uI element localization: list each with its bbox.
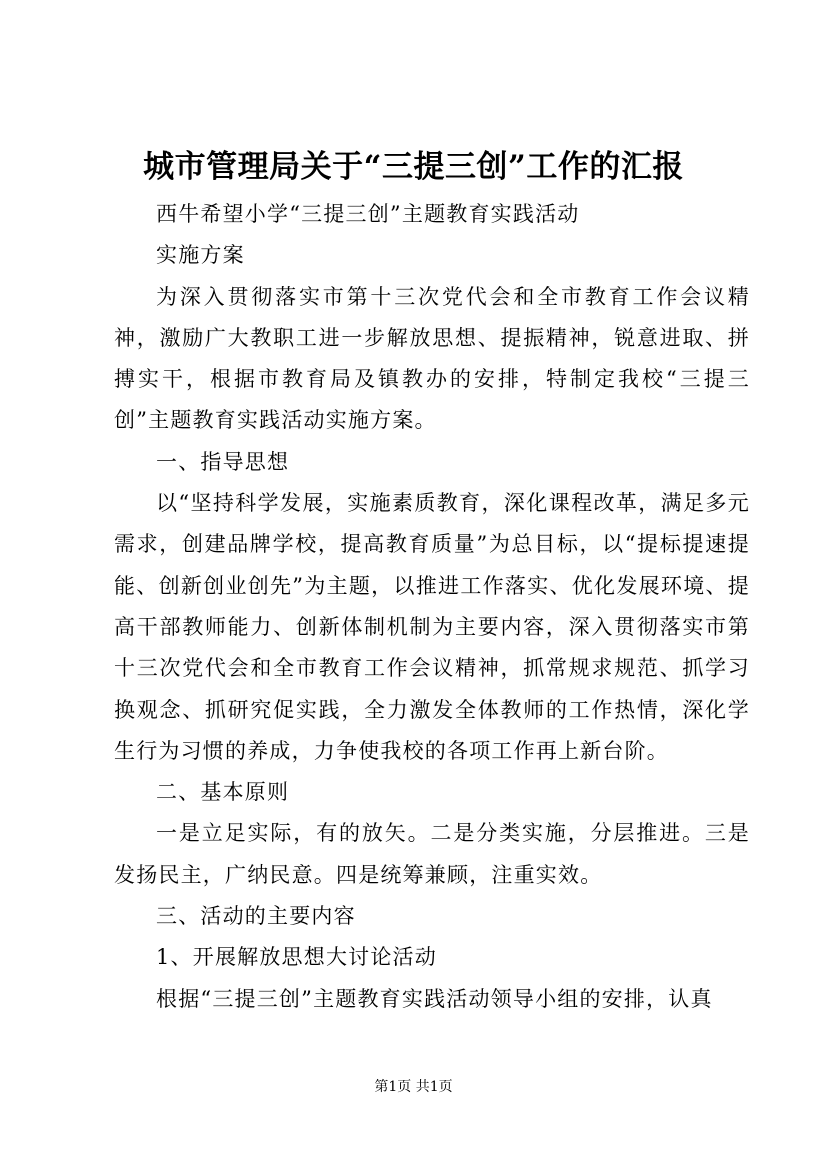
heading-basic-principles: 二、基本原则 [156,780,290,805]
heading-main-content: 三、活动的主要内容 [156,904,356,929]
paragraph-discussion-activity: 根据“三提三创”主题教育实践活动领导小组的安排，认真 [156,986,713,1011]
paragraph-intro: 为深入贯彻落实市第十三次党代会和全市教育工作会议精神，激励广大教职工进一步解放思想、提振精神，锐意进取、拼搏实干，根据市教育局及镇教办的安排，特制定我校“三提三创”主题教育实践活动实施方案。 [114,284,750,433]
paragraph-guiding-ideology: 以“坚持科学发展，实施素质教育，深化课程改革，满足多元需求，创建品牌学校，提高教育质量”为总目标，以“提标提速提能、创新创业创先”为主题，以推进工作落实、优化发展环境、提高干部教师能力、创新体制机制为主要内容，深入贯彻落实市第十三次党代会和全市教育工作会议精神，抓常规求规范、抓学习换观念、抓研究促实践，全力激发全体教师的工作热情，深化学生行为习惯的养成，力争使我校的各项工作再上新台阶。 [114,491,750,763]
paragraph-plan-label: 实施方案 [156,243,245,268]
paragraph-basic-principles: 一是立足实际，有的放矢。二是分类实施，分层推进。三是发扬民主，广纳民意。四是统筹兼顾，注重实效。 [114,821,750,887]
document-body [114,194,750,1020]
document-title: 城市管理局关于“三提三创”工作的汇报 [143,149,684,185]
paragraph-subtitle: 西牛希望小学“三提三创”主题教育实践活动 [156,202,580,226]
heading-guiding-ideology: 一、指导思想 [156,449,290,474]
page-footer: 第1页 共1页 [374,1079,453,1095]
heading-discussion-activity: 1、开展解放思想大讨论活动 [156,945,437,970]
